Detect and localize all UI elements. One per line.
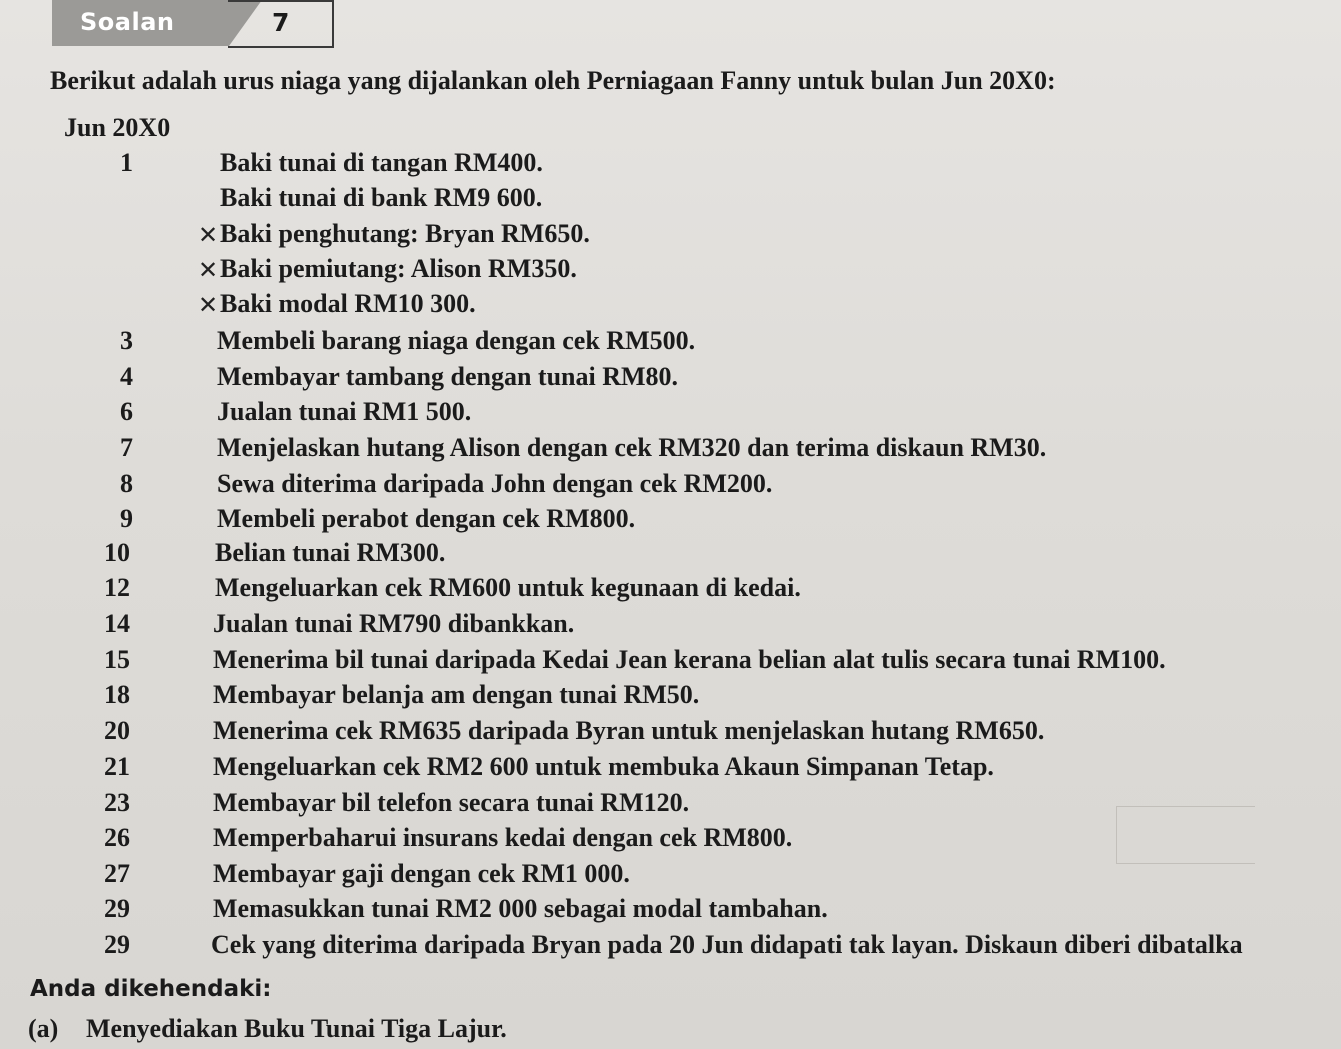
transaction-row xyxy=(0,609,1341,643)
transaction-day: 4 xyxy=(120,362,133,391)
task-item-label: (a) xyxy=(28,1014,59,1043)
transaction-day: 9 xyxy=(120,504,133,533)
transaction-day: 7 xyxy=(120,433,133,462)
transaction-day: 18 xyxy=(104,680,130,709)
transaction-description: Jualan tunai RM1 500. xyxy=(217,397,472,426)
task-heading: Anda dikehendaki: xyxy=(30,976,272,1002)
transaction-day: 10 xyxy=(104,538,130,567)
transaction-description: Baki modal RM10 300. xyxy=(220,289,476,318)
transaction-row xyxy=(0,788,1341,822)
transaction-day: 20 xyxy=(104,716,130,745)
transaction-description: Membeli perabot dengan cek RM800. xyxy=(217,504,636,533)
transaction-day: 29 xyxy=(104,894,130,923)
task-item xyxy=(28,1014,507,1044)
transaction-day: 1 xyxy=(120,148,133,177)
transaction-row xyxy=(0,504,1341,538)
transaction-row xyxy=(0,469,1341,503)
transaction-row xyxy=(0,254,1341,288)
transaction-row xyxy=(0,219,1341,253)
transaction-description: Membayar bil telefon secara tunai RM120. xyxy=(213,788,690,817)
transaction-day: 21 xyxy=(104,752,130,781)
transaction-day: 8 xyxy=(120,469,133,498)
transaction-row xyxy=(0,645,1341,679)
transaction-day: 12 xyxy=(104,573,130,602)
transaction-row xyxy=(0,397,1341,431)
transaction-row xyxy=(0,362,1341,396)
transaction-row xyxy=(0,930,1341,964)
transaction-description: Baki pemiutang: Alison RM350. xyxy=(220,254,577,283)
transaction-day: 14 xyxy=(104,609,130,638)
transaction-description: Membeli barang niaga dengan cek RM500. xyxy=(217,326,696,355)
transaction-row xyxy=(0,183,1341,217)
transaction-row xyxy=(0,326,1341,360)
transaction-day: 26 xyxy=(104,823,130,852)
transaction-description: Memasukkan tunai RM2 000 sebagai modal tambahan. xyxy=(213,894,828,923)
transaction-row xyxy=(0,289,1341,323)
transaction-description: Mengeluarkan cek RM2 600 untuk membuka Akaun Simpanan Tetap. xyxy=(213,752,994,781)
transaction-description: Baki tunai di tangan RM400. xyxy=(220,148,543,177)
transaction-row xyxy=(0,859,1341,893)
transaction-description: Baki tunai di bank RM9 600. xyxy=(220,183,543,212)
transaction-description: Sewa diterima daripada John dengan cek RM200. xyxy=(217,469,773,498)
transaction-description: Baki penghutang: Bryan RM650. xyxy=(220,219,590,248)
transaction-description: Menjelaskan hutang Alison dengan cek RM320 dan terima diskaun RM30. xyxy=(217,433,1047,462)
question-header xyxy=(52,0,332,46)
transaction-description: Membayar tambang dengan tunai RM80. xyxy=(217,362,679,391)
transaction-description: Belian tunai RM300. xyxy=(215,538,446,567)
task-item-text: Menyediakan Buku Tunai Tiga Lajur. xyxy=(86,1014,507,1043)
transaction-day: 29 xyxy=(104,930,130,959)
intro-text: Berikut adalah urus niaga yang dijalankan oleh Perniagaan Fanny untuk bulan Jun 20X0: xyxy=(50,66,1056,95)
transaction-description: Mengeluarkan cek RM600 untuk kegunaan di kedai. xyxy=(215,573,801,602)
transaction-row xyxy=(0,894,1341,928)
transaction-row xyxy=(0,433,1341,467)
transaction-description: Memperbaharui insurans kedai dengan cek RM800. xyxy=(213,823,793,852)
month-heading: Jun 20X0 xyxy=(64,113,171,142)
transaction-row xyxy=(0,573,1341,607)
transaction-row xyxy=(0,752,1341,786)
transaction-row xyxy=(0,823,1341,857)
transaction-description: Cek yang diterima daripada Bryan pada 20 Jun didapati tak layan. Diskaun diberi dibatalka xyxy=(211,930,1243,959)
question-label: Soalan xyxy=(80,8,175,36)
cross-mark-icon: ✕ xyxy=(198,256,219,284)
question-number: 7 xyxy=(272,8,290,37)
cross-mark-icon: ✕ xyxy=(198,291,219,319)
transaction-day: 3 xyxy=(120,326,133,355)
transaction-description: Membayar gaji dengan cek RM1 000. xyxy=(213,859,630,888)
transaction-day: 15 xyxy=(104,645,130,674)
transaction-day: 27 xyxy=(104,859,130,888)
transaction-description: Menerima bil tunai daripada Kedai Jean kerana belian alat tulis secara tunai RM100. xyxy=(213,645,1166,674)
transaction-description: Menerima cek RM635 daripada Byran untuk menjelaskan hutang RM650. xyxy=(213,716,1045,745)
transaction-row xyxy=(0,716,1341,750)
transaction-description: Membayar belanja am dengan tunai RM50. xyxy=(213,680,700,709)
transaction-row xyxy=(0,148,1341,182)
cross-mark-icon: ✕ xyxy=(198,221,219,249)
transaction-row xyxy=(0,680,1341,714)
transaction-row xyxy=(0,538,1341,572)
transaction-description: Jualan tunai RM790 dibankkan. xyxy=(213,609,575,638)
transaction-day: 6 xyxy=(120,397,133,426)
transaction-day: 23 xyxy=(104,788,130,817)
